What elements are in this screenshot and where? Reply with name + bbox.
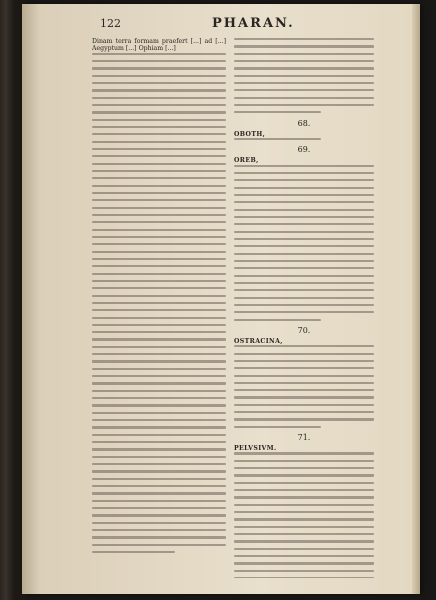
- illegible-text-block: [234, 138, 374, 140]
- book-page: [22, 4, 420, 594]
- entry-number: 71.: [297, 433, 311, 443]
- page-title: PHARAN.: [212, 16, 295, 31]
- entry-headword: OBOTH,: [234, 130, 266, 138]
- page-edge: [412, 4, 420, 594]
- page-number: 122: [100, 17, 121, 30]
- paragraph: [92, 38, 226, 53]
- entry-headword: OSTRACINA,: [234, 337, 283, 345]
- entry-number: 69.: [297, 145, 311, 155]
- text-line: Dinam terra formam praefert [...] ad: [92, 38, 213, 45]
- illegible-text-block: [234, 345, 374, 428]
- entry-headword: OREB,: [234, 157, 259, 165]
- entry-headword: PELVSIVM.: [234, 445, 277, 453]
- text-line: [...] Aegyptum [...]: [92, 38, 226, 53]
- running-head: [100, 16, 400, 36]
- illegible-text-block: [234, 38, 374, 113]
- entry-number: 68.: [297, 118, 311, 128]
- right-text-column: [234, 38, 374, 578]
- illegible-text-block: [234, 165, 374, 321]
- illegible-text-block: [234, 452, 374, 578]
- text-line: Ophiam [...]: [138, 45, 176, 53]
- left-text-column: [92, 38, 226, 578]
- illegible-text-block: [92, 53, 226, 554]
- entry-number: 70.: [297, 325, 311, 335]
